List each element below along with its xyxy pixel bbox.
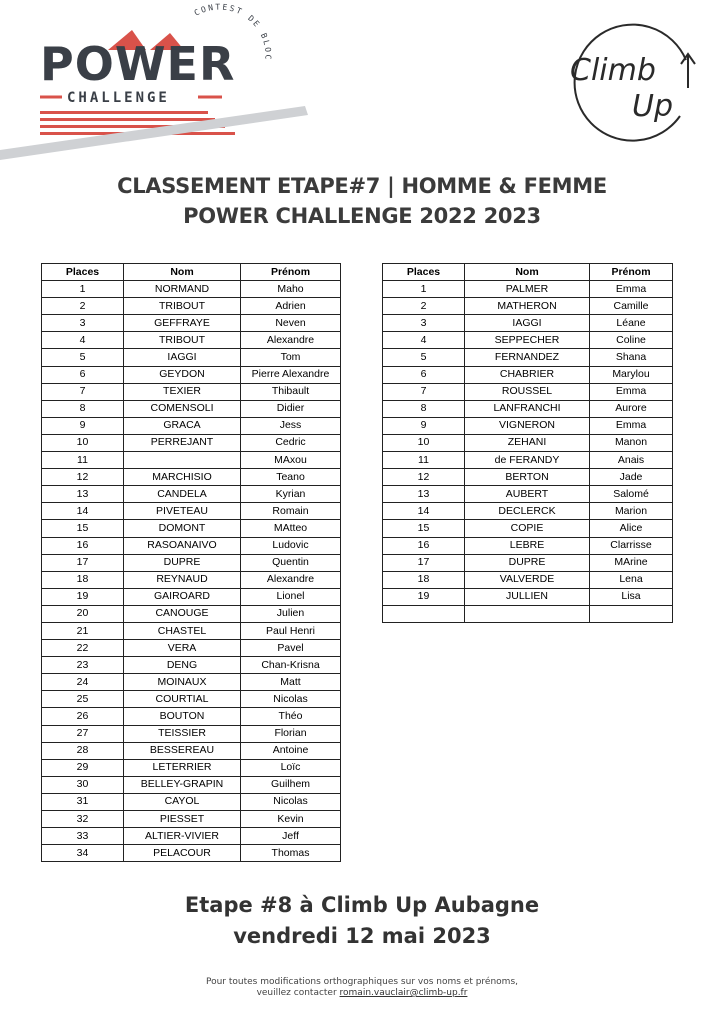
table-header-row: [383, 264, 673, 281]
cell-nom: MOINAUX: [124, 674, 241, 691]
cell-place: 12: [42, 469, 124, 486]
cell-nom: RASOANAIVO: [124, 537, 241, 554]
cell-prenom: Coline: [590, 332, 673, 349]
cell-nom: DECLERCK: [465, 503, 590, 520]
footer-contact-prefix: veuillez contacter: [256, 988, 340, 998]
table-row: [383, 605, 673, 622]
cell-nom: [465, 605, 590, 622]
table-row: [383, 434, 673, 451]
cell-place: 3: [42, 315, 124, 332]
cell-prenom: Tom: [241, 349, 341, 366]
cell-place: 12: [383, 469, 465, 486]
cell-place: 18: [383, 571, 465, 588]
logo-climb-text: Climb: [570, 53, 656, 88]
table-row: [383, 383, 673, 400]
next-event-title: Etape #8 à Climb Up Aubagne: [184, 893, 540, 917]
cell-prenom: Anais: [590, 452, 673, 469]
cell-prenom: MAxou: [241, 452, 341, 469]
cell-prenom: Théo: [241, 708, 341, 725]
cell-nom: PELACOUR: [124, 845, 241, 862]
logo-up-text: Up: [632, 89, 674, 124]
cell-place: 33: [42, 828, 124, 845]
table-row: [42, 691, 341, 708]
cell-nom: CANDELA: [124, 486, 241, 503]
table-row: [42, 605, 341, 622]
cell-nom: LEBRE: [465, 537, 590, 554]
power-challenge-logo: [0, 0, 320, 165]
cell-prenom: Julien: [241, 605, 341, 622]
logo-power-text: POWER: [40, 37, 236, 91]
column-header-prenom: Prénom: [241, 264, 341, 281]
table-row: [42, 520, 341, 537]
table-row: [42, 708, 341, 725]
cell-prenom: Thomas: [241, 845, 341, 862]
cell-place: 11: [42, 452, 124, 469]
cell-prenom: Neven: [241, 315, 341, 332]
cell-prenom: Camille: [590, 298, 673, 315]
cell-place: 9: [42, 417, 124, 434]
cell-prenom: Emma: [590, 383, 673, 400]
cell-prenom: Alice: [590, 520, 673, 537]
cell-nom: VERA: [124, 640, 241, 657]
cell-place: 34: [42, 845, 124, 862]
contact-email-link[interactable]: romain.vauclair@climb-up.fr: [339, 988, 468, 998]
table-row: [42, 366, 341, 383]
cell-nom: MATHERON: [465, 298, 590, 315]
cell-prenom: Jade: [590, 469, 673, 486]
table-row: [42, 332, 341, 349]
climb-up-logo: [560, 18, 705, 143]
cell-prenom: Alexandre: [241, 571, 341, 588]
cell-prenom: Didier: [241, 400, 341, 417]
cell-place: 17: [383, 554, 465, 571]
cell-prenom: Clarrisse: [590, 537, 673, 554]
cell-nom: COPIE: [465, 520, 590, 537]
cell-prenom: Maho: [241, 281, 341, 298]
cell-place: 17: [42, 554, 124, 571]
logo-challenge-text: CHALLENGE: [67, 90, 170, 106]
cell-nom: GRACA: [124, 417, 241, 434]
cell-prenom: Aurore: [590, 400, 673, 417]
column-header-place: Places: [42, 264, 124, 281]
cell-nom: DUPRE: [465, 554, 590, 571]
cell-prenom: Alexandre: [241, 332, 341, 349]
cell-place: 1: [383, 281, 465, 298]
cell-place: 31: [42, 793, 124, 810]
cell-prenom: Ludovic: [241, 537, 341, 554]
cell-nom: CHASTEL: [124, 622, 241, 639]
cell-place: 18: [42, 571, 124, 588]
cell-place: 20: [42, 605, 124, 622]
table-row: [42, 742, 341, 759]
table-row: [383, 332, 673, 349]
cell-nom: IAGGI: [124, 349, 241, 366]
table-row: [42, 571, 341, 588]
cell-place: 10: [383, 434, 465, 451]
cell-nom: de FERANDY: [465, 452, 590, 469]
cell-prenom: Marion: [590, 503, 673, 520]
table-row: [383, 537, 673, 554]
cell-place: 2: [42, 298, 124, 315]
table-row: [42, 657, 341, 674]
table-row: [383, 469, 673, 486]
page-subtitle: POWER CHALLENGE 2022 2023: [183, 204, 541, 228]
cell-prenom: Manon: [590, 434, 673, 451]
cell-nom: CHABRIER: [465, 366, 590, 383]
cell-place: 8: [383, 400, 465, 417]
cell-prenom: Antoine: [241, 742, 341, 759]
cell-prenom: Kyrian: [241, 486, 341, 503]
cell-place: 16: [383, 537, 465, 554]
cell-nom: TRIBOUT: [124, 332, 241, 349]
table-row: [42, 674, 341, 691]
cell-prenom: Lionel: [241, 588, 341, 605]
cell-nom: TEXIER: [124, 383, 241, 400]
cell-prenom: Thibault: [241, 383, 341, 400]
cell-place: 28: [42, 742, 124, 759]
cell-place: 1: [42, 281, 124, 298]
cell-nom: PIVETEAU: [124, 503, 241, 520]
cell-place: 15: [42, 520, 124, 537]
table-row: [383, 554, 673, 571]
cell-place: 7: [42, 383, 124, 400]
table-row: [42, 554, 341, 571]
cell-prenom: [590, 605, 673, 622]
cell-nom: GAIROARD: [124, 588, 241, 605]
cell-nom: [124, 452, 241, 469]
table-row: [42, 828, 341, 845]
cell-prenom: Florian: [241, 725, 341, 742]
cell-nom: DENG: [124, 657, 241, 674]
table-row: [383, 400, 673, 417]
cell-place: 19: [42, 588, 124, 605]
table-row: [383, 503, 673, 520]
women-ranking-body: [383, 281, 673, 623]
cell-place: 4: [42, 332, 124, 349]
cell-nom: VIGNERON: [465, 417, 590, 434]
cell-place: 5: [42, 349, 124, 366]
arrow-up-icon: [681, 54, 695, 88]
cell-nom: PERREJANT: [124, 434, 241, 451]
logo-tagline: CONTEST DE BLOC: [192, 2, 273, 62]
table-row: [383, 571, 673, 588]
cell-prenom: Pierre Alexandre: [241, 366, 341, 383]
cell-prenom: MArine: [590, 554, 673, 571]
cell-nom: ZEHANI: [465, 434, 590, 451]
men-ranking-table: [41, 263, 341, 862]
cell-nom: CANOUGE: [124, 605, 241, 622]
cell-prenom: Léane: [590, 315, 673, 332]
table-row: [42, 622, 341, 639]
column-header-nom: Nom: [124, 264, 241, 281]
cell-nom: VALVERDE: [465, 571, 590, 588]
cell-nom: PIESSET: [124, 811, 241, 828]
cell-prenom: Jeff: [241, 828, 341, 845]
table-row: [383, 315, 673, 332]
table-row: [42, 349, 341, 366]
cell-nom: BOUTON: [124, 708, 241, 725]
cell-nom: SEPPECHER: [465, 332, 590, 349]
cell-nom: REYNAUD: [124, 571, 241, 588]
cell-nom: IAGGI: [465, 315, 590, 332]
cell-prenom: Cedric: [241, 434, 341, 451]
cell-prenom: MAtteo: [241, 520, 341, 537]
column-header-prenom: Prénom: [590, 264, 673, 281]
table-row: [42, 725, 341, 742]
cell-place: 10: [42, 434, 124, 451]
cell-place: 14: [383, 503, 465, 520]
cell-nom: FERNANDEZ: [465, 349, 590, 366]
cell-prenom: Guilhem: [241, 776, 341, 793]
cell-nom: TRIBOUT: [124, 298, 241, 315]
table-row: [42, 417, 341, 434]
cell-place: 16: [42, 537, 124, 554]
table-row: [383, 281, 673, 298]
cell-nom: PALMER: [465, 281, 590, 298]
cell-place: 25: [42, 691, 124, 708]
cell-nom: DUPRE: [124, 554, 241, 571]
cell-nom: CAYOL: [124, 793, 241, 810]
cell-place: 11: [383, 452, 465, 469]
cell-prenom: Pavel: [241, 640, 341, 657]
cell-place: 9: [383, 417, 465, 434]
table-row: [383, 298, 673, 315]
table-row: [42, 845, 341, 862]
next-event-date: vendredi 12 mai 2023: [233, 924, 491, 948]
table-row: [383, 486, 673, 503]
cell-nom: LANFRANCHI: [465, 400, 590, 417]
footer-line2: [0, 988, 724, 999]
page-title: CLASSEMENT ETAPE#7 | HOMME & FEMME: [117, 174, 607, 198]
cell-place: 8: [42, 400, 124, 417]
cell-prenom: Nicolas: [241, 793, 341, 810]
footer-note: [0, 977, 724, 999]
cell-place: 3: [383, 315, 465, 332]
cell-nom: LETERRIER: [124, 759, 241, 776]
table-row: [42, 811, 341, 828]
table-row: [42, 469, 341, 486]
cell-nom: BESSEREAU: [124, 742, 241, 759]
cell-nom: ROUSSEL: [465, 383, 590, 400]
cell-place: [383, 605, 465, 622]
cell-prenom: Kevin: [241, 811, 341, 828]
cell-nom: JULLIEN: [465, 588, 590, 605]
cell-place: 29: [42, 759, 124, 776]
cell-prenom: Lena: [590, 571, 673, 588]
cell-prenom: Emma: [590, 281, 673, 298]
table-row: [42, 315, 341, 332]
table-row: [383, 452, 673, 469]
table-row: [383, 417, 673, 434]
table-row: [42, 588, 341, 605]
table-row: [42, 452, 341, 469]
cell-place: 13: [42, 486, 124, 503]
cell-place: 6: [383, 366, 465, 383]
cell-prenom: Romain: [241, 503, 341, 520]
cell-place: 21: [42, 622, 124, 639]
cell-nom: COURTIAL: [124, 691, 241, 708]
cell-nom: GEYDON: [124, 366, 241, 383]
cell-place: 19: [383, 588, 465, 605]
cell-place: 27: [42, 725, 124, 742]
cell-prenom: Adrien: [241, 298, 341, 315]
cell-prenom: Chan-Krisna: [241, 657, 341, 674]
column-header-place: Places: [383, 264, 465, 281]
cell-nom: COMENSOLI: [124, 400, 241, 417]
cell-place: 7: [383, 383, 465, 400]
cell-nom: GEFFRAYE: [124, 315, 241, 332]
women-ranking-table: [382, 263, 673, 623]
cell-nom: MARCHISIO: [124, 469, 241, 486]
cell-prenom: Paul Henri: [241, 622, 341, 639]
cell-nom: DOMONT: [124, 520, 241, 537]
cell-prenom: Teano: [241, 469, 341, 486]
cell-nom: BERTON: [465, 469, 590, 486]
men-ranking-body: [42, 281, 341, 862]
table-row: [42, 298, 341, 315]
cell-place: 24: [42, 674, 124, 691]
cell-place: 22: [42, 640, 124, 657]
cell-place: 5: [383, 349, 465, 366]
cell-prenom: Loïc: [241, 759, 341, 776]
table-row: [42, 434, 341, 451]
column-header-nom: Nom: [465, 264, 590, 281]
cell-place: 26: [42, 708, 124, 725]
cell-place: 4: [383, 332, 465, 349]
cell-place: 6: [42, 366, 124, 383]
cell-prenom: Jess: [241, 417, 341, 434]
cell-prenom: Salomé: [590, 486, 673, 503]
cell-place: 15: [383, 520, 465, 537]
table-row: [42, 486, 341, 503]
table-row: [42, 793, 341, 810]
cell-nom: NORMAND: [124, 281, 241, 298]
cell-place: 30: [42, 776, 124, 793]
table-row: [42, 400, 341, 417]
cell-place: 32: [42, 811, 124, 828]
cell-prenom: Lisa: [590, 588, 673, 605]
cell-nom: BELLEY-GRAPIN: [124, 776, 241, 793]
table-row: [42, 537, 341, 554]
table-header-row: [42, 264, 341, 281]
table-row: [42, 759, 341, 776]
cell-nom: TEISSIER: [124, 725, 241, 742]
cell-prenom: Emma: [590, 417, 673, 434]
cell-prenom: Matt: [241, 674, 341, 691]
table-row: [42, 281, 341, 298]
cell-nom: AUBERT: [465, 486, 590, 503]
cell-prenom: Marylou: [590, 366, 673, 383]
table-row: [383, 520, 673, 537]
footer-line1: Pour toutes modifications orthographiques sur vos noms et prénoms,: [205, 977, 518, 987]
table-row: [42, 776, 341, 793]
cell-prenom: Quentin: [241, 554, 341, 571]
cell-prenom: Shana: [590, 349, 673, 366]
table-row: [42, 383, 341, 400]
cell-place: 13: [383, 486, 465, 503]
cell-place: 14: [42, 503, 124, 520]
cell-place: 2: [383, 298, 465, 315]
cell-nom: ALTIER-VIVIER: [124, 828, 241, 845]
table-row: [383, 349, 673, 366]
table-row: [383, 588, 673, 605]
table-row: [42, 503, 341, 520]
cell-place: 23: [42, 657, 124, 674]
cell-prenom: Nicolas: [241, 691, 341, 708]
table-row: [42, 640, 341, 657]
table-row: [383, 366, 673, 383]
